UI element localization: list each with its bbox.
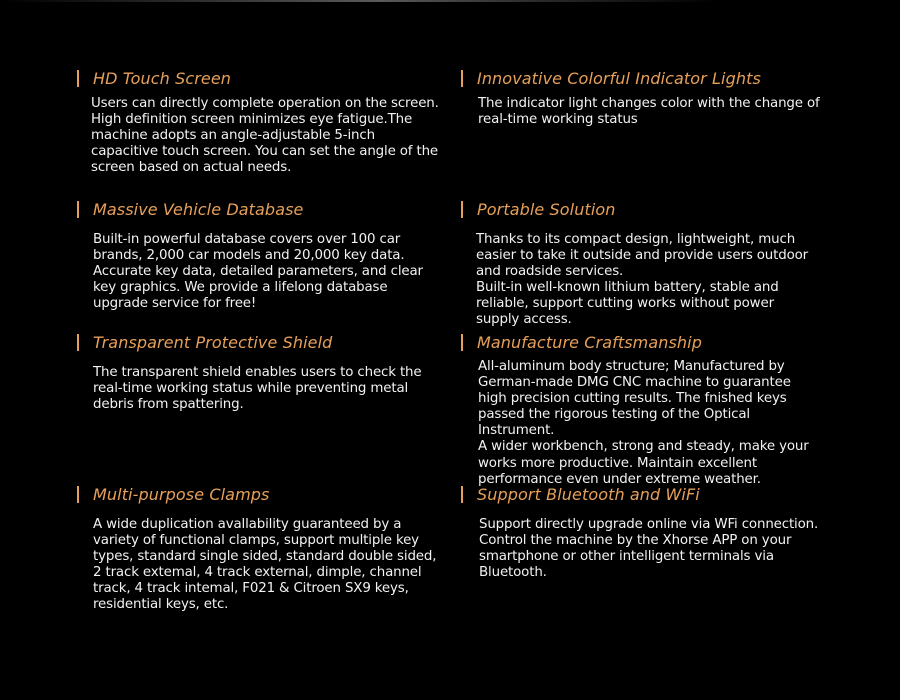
feature-craftsmanship (461, 333, 823, 488)
feature-title-text: Support Bluetooth and WiFi (477, 485, 700, 504)
feature-title (77, 333, 428, 353)
feature-portable-solution (461, 200, 816, 329)
feature-title (461, 333, 823, 353)
feature-multi-purpose-clamps (77, 485, 448, 614)
feature-title-text: Multi-purpose Clamps (93, 485, 270, 504)
feature-title (77, 485, 448, 505)
feature-paragraph: The transparent shield enables users to check the real-time working status while preventing metal debris from spattering. (93, 365, 422, 413)
feature-paragraph: A wide duplication avallability guaranteed by a variety of functional clamps, support multiple key types, standard single sided, standard double sided, 2 track extemal, 4 track external, dimple, channel track, 4 track intemal, F021 & Citroen SX9 keys, residential keys, etc. (93, 517, 437, 613)
top-divider (0, 0, 900, 2)
feature-paragraph: The indicator light changes color with the change of real-time working status (478, 96, 820, 128)
title-accent-bar (461, 201, 463, 218)
feature-description (478, 359, 823, 488)
feature-description (476, 232, 816, 329)
feature-paragraph: Support directly upgrade online via WFi connection. Control the machine by the Xhorse APP on your smartphone or other intelligent terminals via Bluetooth. (479, 517, 819, 581)
feature-description (479, 517, 824, 581)
feature-description (93, 232, 438, 312)
feature-description (91, 96, 441, 176)
feature-paragraph: A wider workbench, strong and steady, make your works more productive. Maintain excellent performance even under extreme weather. (478, 439, 809, 487)
title-accent-bar (77, 334, 79, 351)
feature-vehicle-database (77, 200, 438, 312)
feature-title-text: HD Touch Screen (93, 69, 232, 88)
feature-paragraph: Users can directly complete operation on the screen. High definition screen minimizes eye fatigue.The machine adopts an angle-adjustable 5-inch capacitive touch screen. You can set the angle of the screen based on actual needs. (91, 96, 439, 176)
title-accent-bar (77, 201, 79, 218)
feature-description (93, 517, 448, 614)
feature-bluetooth-wifi (461, 485, 824, 581)
feature-hd-touch-screen (77, 69, 441, 176)
feature-title-text: Massive Vehicle Database (93, 200, 304, 219)
feature-indicator-lights (461, 69, 823, 128)
feature-protective-shield (77, 333, 428, 413)
feature-paragraph: All-aluminum body structure; Manufactured by German-made DMG CNC machine to guarantee high precision cutting results. The fnished keys passed the rigorous testing of the Optical Instrument. (478, 359, 791, 439)
feature-title (77, 69, 441, 89)
title-accent-bar (461, 486, 463, 503)
feature-title (461, 200, 816, 220)
feature-title-text: Transparent Protective Shield (93, 333, 333, 352)
feature-description (478, 96, 823, 128)
feature-paragraph: Thanks to its compact design, lightweight, much easier to take it outside and provide users outdoor and roadside services. (476, 232, 809, 280)
title-accent-bar (77, 486, 79, 503)
title-accent-bar (461, 334, 463, 351)
title-accent-bar (461, 70, 463, 87)
feature-title (77, 200, 438, 220)
feature-title-text: Manufacture Craftsmanship (477, 333, 702, 352)
feature-title-text: Portable Solution (477, 200, 616, 219)
title-accent-bar (77, 70, 79, 87)
feature-paragraph: Built-in well-known lithium battery, stable and reliable, support cutting works without power supply access. (476, 280, 779, 328)
feature-description (93, 365, 428, 413)
feature-title (461, 485, 824, 505)
feature-paragraph: Built-in powerful database covers over 100 car brands, 2,000 car models and 20,000 key data. Accurate key data, detailed parameters, and clear key graphics. We provide a lifelong database upgrade service for free! (93, 232, 423, 312)
feature-title-text: Innovative Colorful Indicator Lights (477, 69, 761, 88)
feature-title (461, 69, 823, 89)
